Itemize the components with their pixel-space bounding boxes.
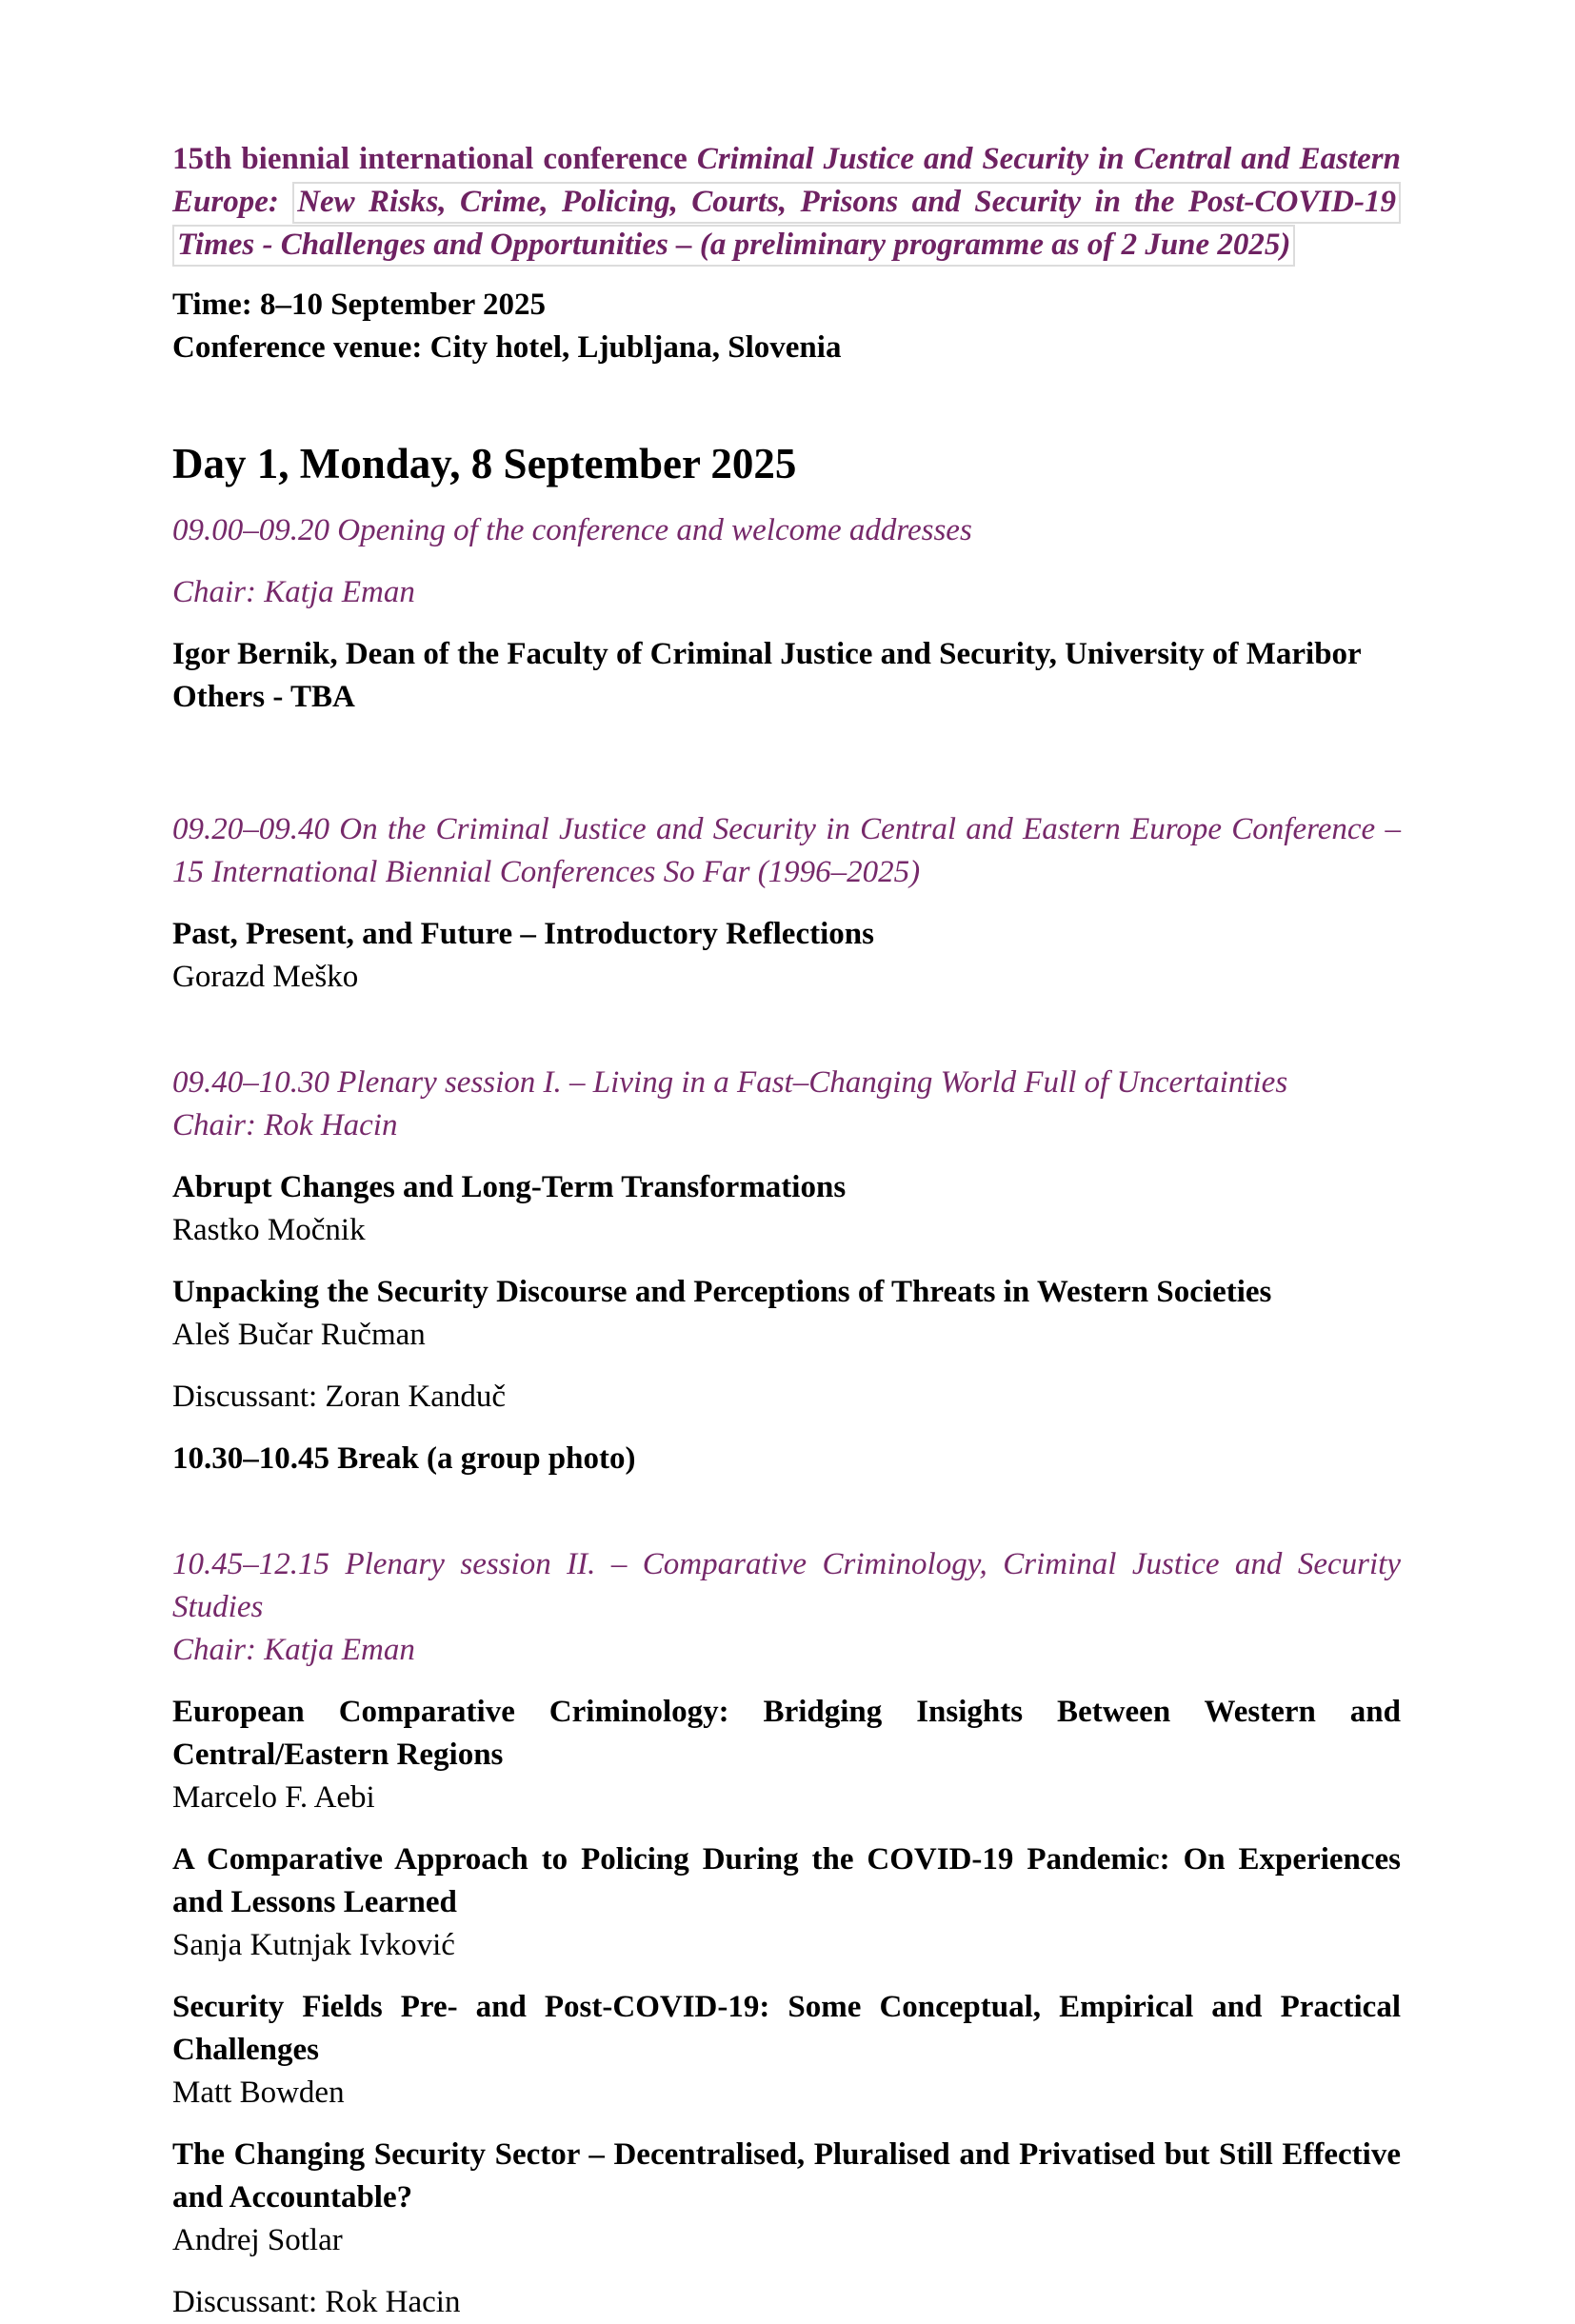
talk (172, 1986, 1401, 2115)
session-chair: Chair: Katja Eman (172, 1633, 415, 1667)
conference-title-prefix: 15th biennial international conference (172, 142, 697, 176)
talk-title: Abrupt Changes and Long-Term Transformations (172, 1170, 847, 1204)
talk (172, 1691, 1401, 1819)
session-header-block (172, 1062, 1401, 1147)
talk (172, 1271, 1401, 1357)
session-header: 10.45–12.15 Plenary session II. – Comparative Criminology, Criminal Justice and Security Studies (172, 1547, 1401, 1624)
talk-title: A Comparative Approach to Policing During the COVID-19 Pandemic: On Experiences and Lessons Learned (172, 1842, 1401, 1919)
talk (172, 1838, 1401, 1967)
talk-title: Unpacking the Security Discourse and Perceptions of Threats in Western Societies (172, 1275, 1272, 1309)
conference-title-link[interactable]: New Risks, Crime, Policing, Courts, Prisons and Security in the Post-COVID-19 Times - Challenges and Opportunities – (a preliminary programme as of 2 June 2025) (172, 182, 1401, 267)
talk-title: Past, Present, and Future – Introductory Reflections (172, 917, 874, 951)
talk (172, 1166, 1401, 1252)
session-header: 09.00–09.20 Opening of the conference and welcome addresses (172, 513, 972, 547)
time-line: Time: 8–10 September 2025 (172, 288, 546, 322)
talk-title: The Changing Security Sector – Decentralised, Pluralised and Privatised but Still Effective and Accountable? (172, 2137, 1401, 2215)
talk-author: Aleš Bučar Ručman (172, 1318, 426, 1352)
speaker-line: Igor Bernik, Dean of the Faculty of Criminal Justice and Security, University of Maribor (172, 637, 1362, 671)
talk-author: Marcelo F. Aebi (172, 1780, 375, 1815)
session-chair: Chair: Rok Hacin (172, 1108, 398, 1142)
session-header-block (172, 1543, 1401, 1672)
talk-title: Security Fields Pre- and Post-COVID-19: Some Conceptual, Empirical and Practical Challenges (172, 1990, 1401, 2067)
conference-title (172, 138, 1401, 267)
talk-title: European Comparative Criminology: Bridging Insights Between Western and Central/Eastern Regions (172, 1695, 1401, 1772)
session-header: 09.20–09.40 On the Criminal Justice and Security in Central and Eastern Europe Conference – 15 International Biennial Conferences So Far (1996–2025) (172, 812, 1401, 889)
speaker-list (172, 633, 1401, 719)
conference-info (172, 284, 1401, 369)
talk-author: Sanja Kutnjak Ivković (172, 1928, 455, 1962)
talk (172, 2134, 1401, 2262)
discussant-line: Discussant: Rok Hacin (172, 2285, 461, 2319)
talk-author: Rastko Močnik (172, 1213, 366, 1247)
venue-line: Conference venue: City hotel, Ljubljana, Slovenia (172, 330, 842, 365)
session-header: 09.40–10.30 Plenary session I. – Living in a Fast–Changing World Full of Uncertainties (172, 1065, 1288, 1100)
break-line: 10.30–10.45 Break (a group photo) (172, 1441, 636, 1476)
talk-author: Gorazd Meško (172, 960, 359, 994)
talk-author: Matt Bowden (172, 2076, 345, 2110)
talk-author: Andrej Sotlar (172, 2223, 343, 2257)
session-chair: Chair: Katja Eman (172, 575, 415, 609)
conference-title-name: Criminal Justice and Security in Central and Eastern Europe: (172, 142, 1401, 219)
talk (172, 913, 1401, 999)
discussant-line: Discussant: Zoran Kanduč (172, 1380, 507, 1414)
day-heading: Day 1, Monday, 8 September 2025 (172, 440, 797, 487)
speaker-line: Others - TBA (172, 680, 355, 714)
